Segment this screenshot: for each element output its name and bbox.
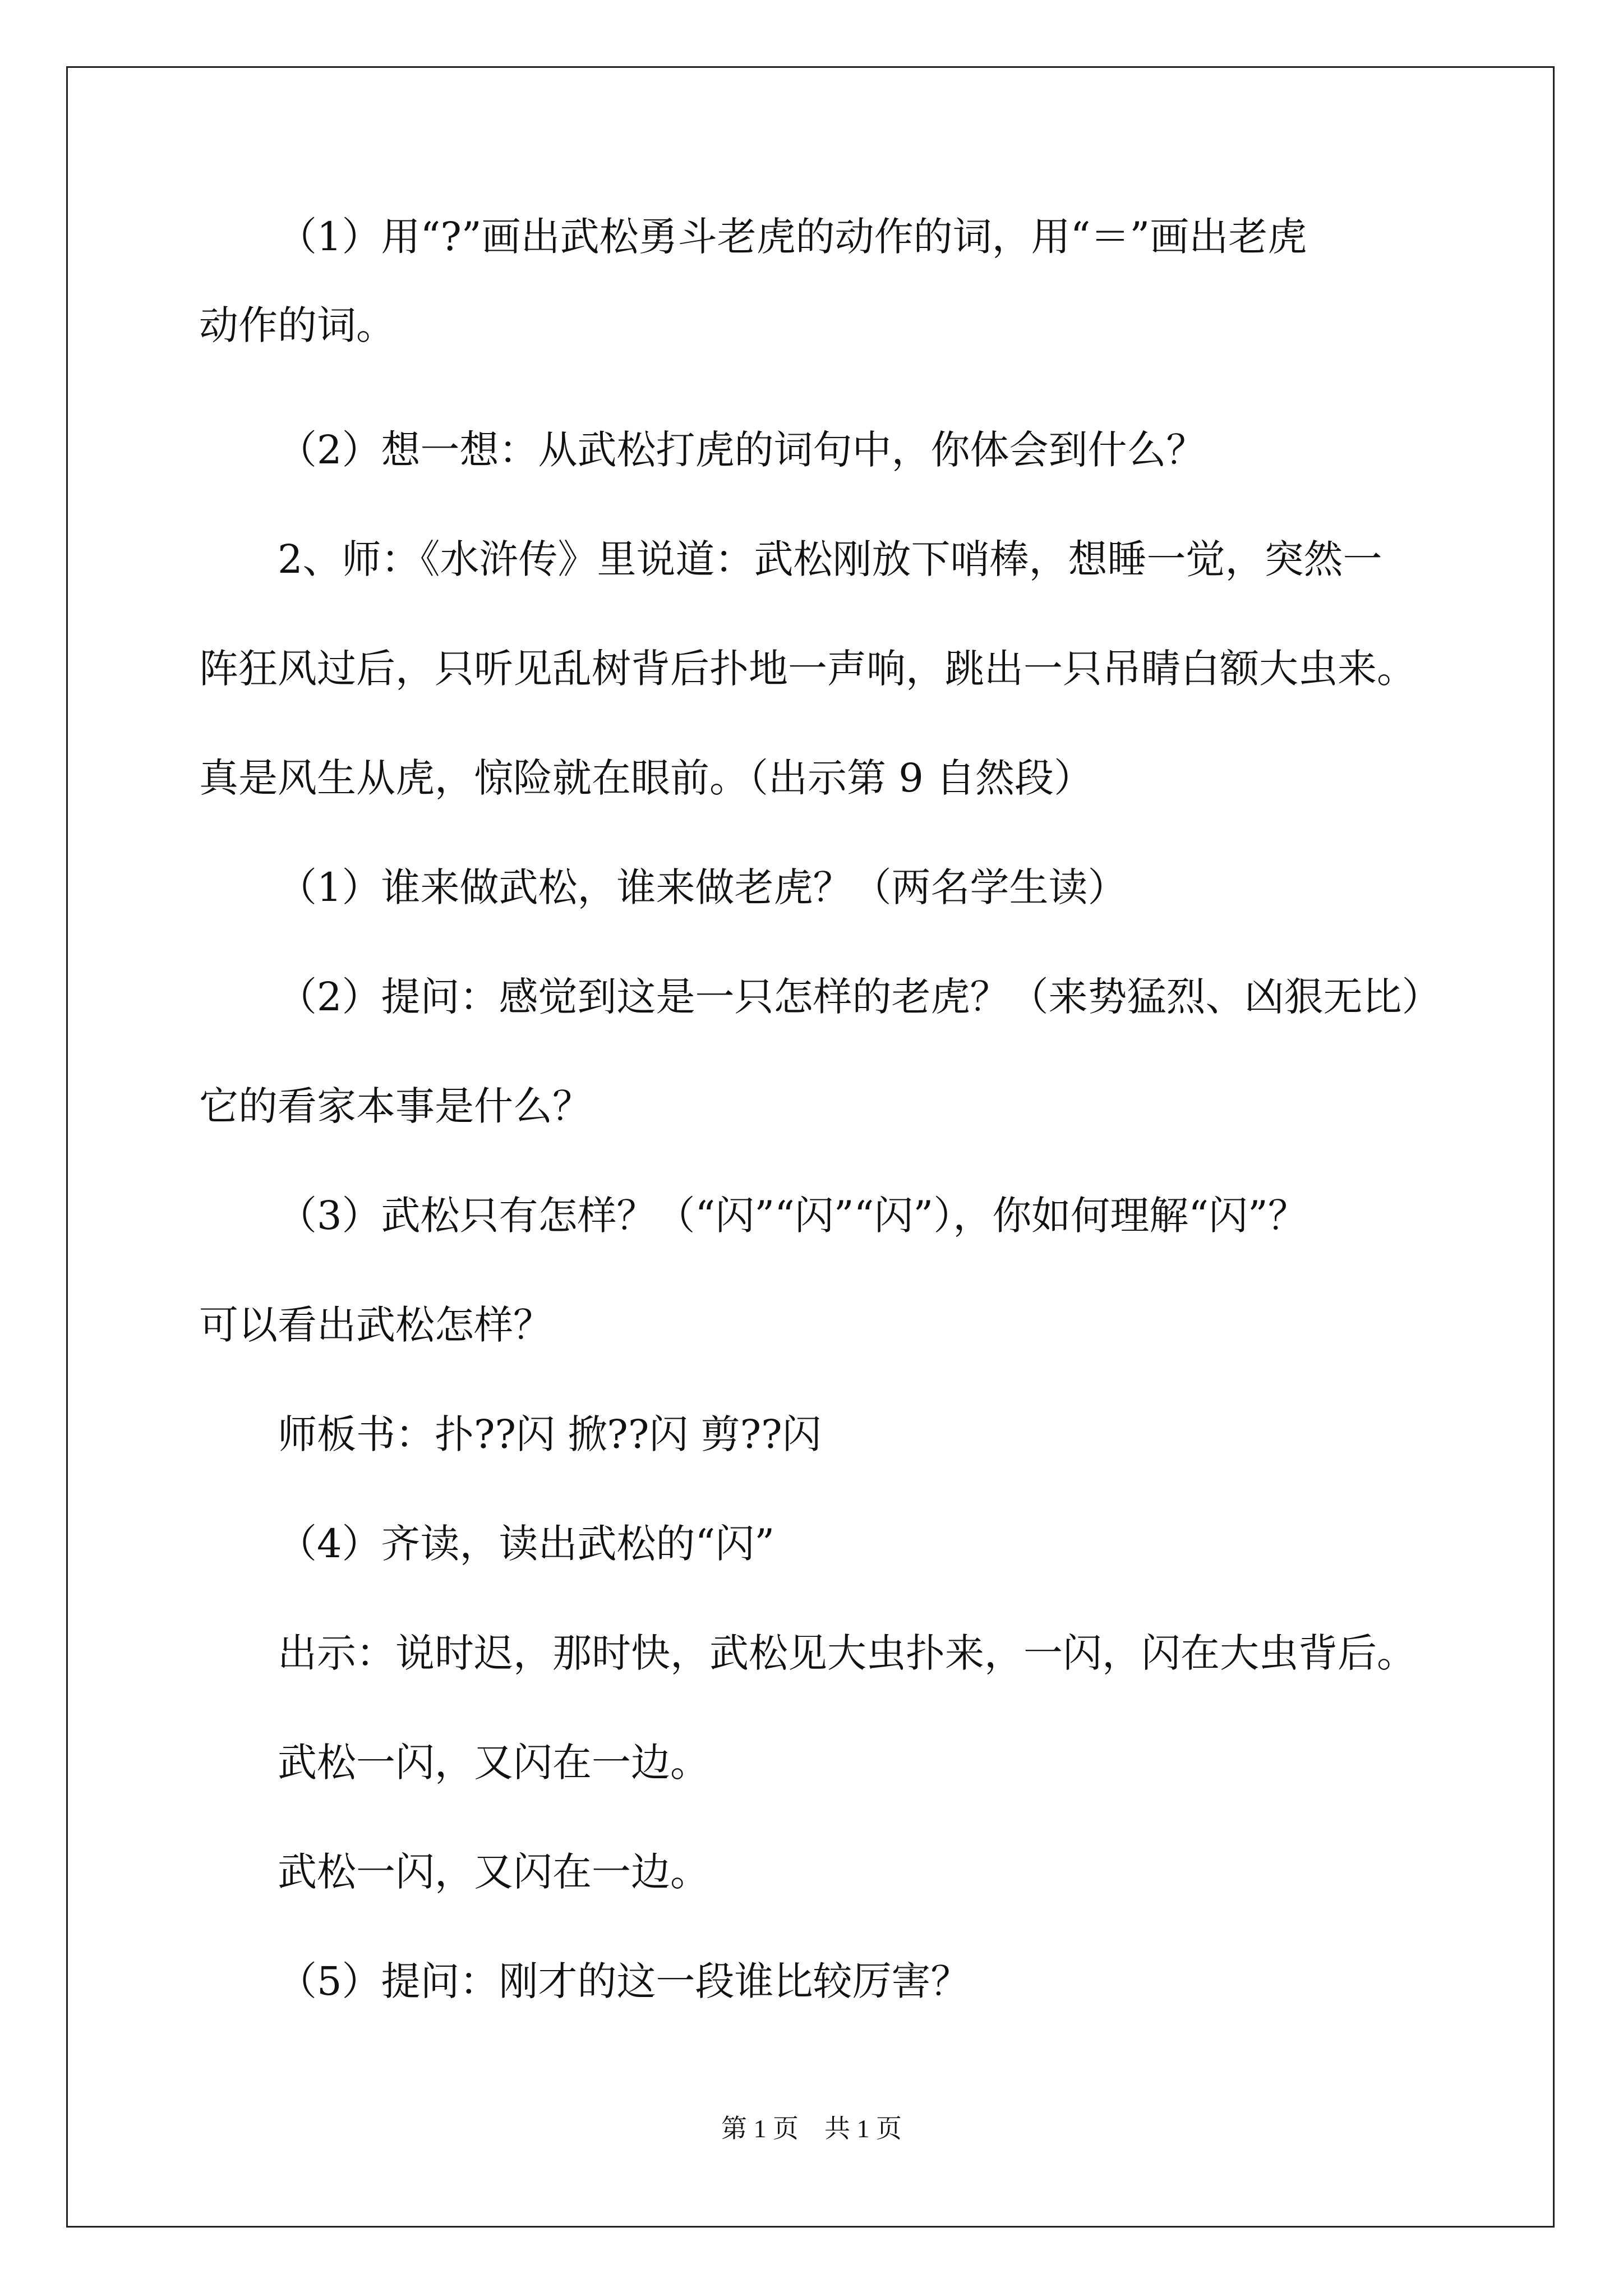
quote-line-2: 武松一闪，又闪在一边。 [278, 1740, 709, 1786]
paragraph-5-continued: 它的看家本事是什么？ [199, 1083, 592, 1129]
paragraph-6: （3）武松只有怎样？（“闪”“闪”“闪”），你如何理解“闪”？ [278, 1193, 1307, 1239]
quote-line-3: 武松一闪，又闪在一边。 [278, 1849, 709, 1895]
paragraph-8: （5）提问：刚才的这一段谁比较厉害？ [278, 1958, 970, 2004]
blackboard-note: 师板书：扑??闪 掀??闪 剪??闪 [278, 1411, 822, 1457]
paragraph-3: 2、师：《水浒传》里说道：武松刚放下哨棒，想睡一觉，突然一 [278, 536, 1382, 582]
page-footer: 第 1 页 共 1 页 [721, 2114, 902, 2143]
quote-line-1: 出示：说时迟，那时快，武松见大虫扑来，一闪，闪在大虫背后。 [278, 1630, 1416, 1676]
page-border [66, 66, 1555, 2228]
paragraph-6-continued: 可以看出武松怎样？ [199, 1302, 552, 1348]
paragraph-7: （4）齐读，读出武松的“闪” [278, 1521, 775, 1567]
paragraph-2: （2）想一想：从武松打虎的词句中，你体会到什么？ [278, 427, 1206, 473]
paragraph-1-continued: 动作的词。 [199, 302, 395, 348]
paragraph-3-line-2: 阵狂风过后，只听见乱树背后扑地一声响，跳出一只吊睛白额大虫来。 [199, 646, 1416, 692]
paragraph-1: （1）用“?”画出武松勇斗老虎的动作的词，用“＝”画出老虎 [278, 214, 1307, 260]
paragraph-4: （1）谁来做武松，谁来做老虎？（两名学生读） [278, 864, 1127, 910]
paragraph-5: （2）提问：感觉到这是一只怎样的老虎？（来势猛烈、凶狠无比） [278, 974, 1441, 1020]
paragraph-3-line-3: 真是风生从虎，惊险就在眼前。（出示第 9 自然段） [199, 755, 1094, 801]
